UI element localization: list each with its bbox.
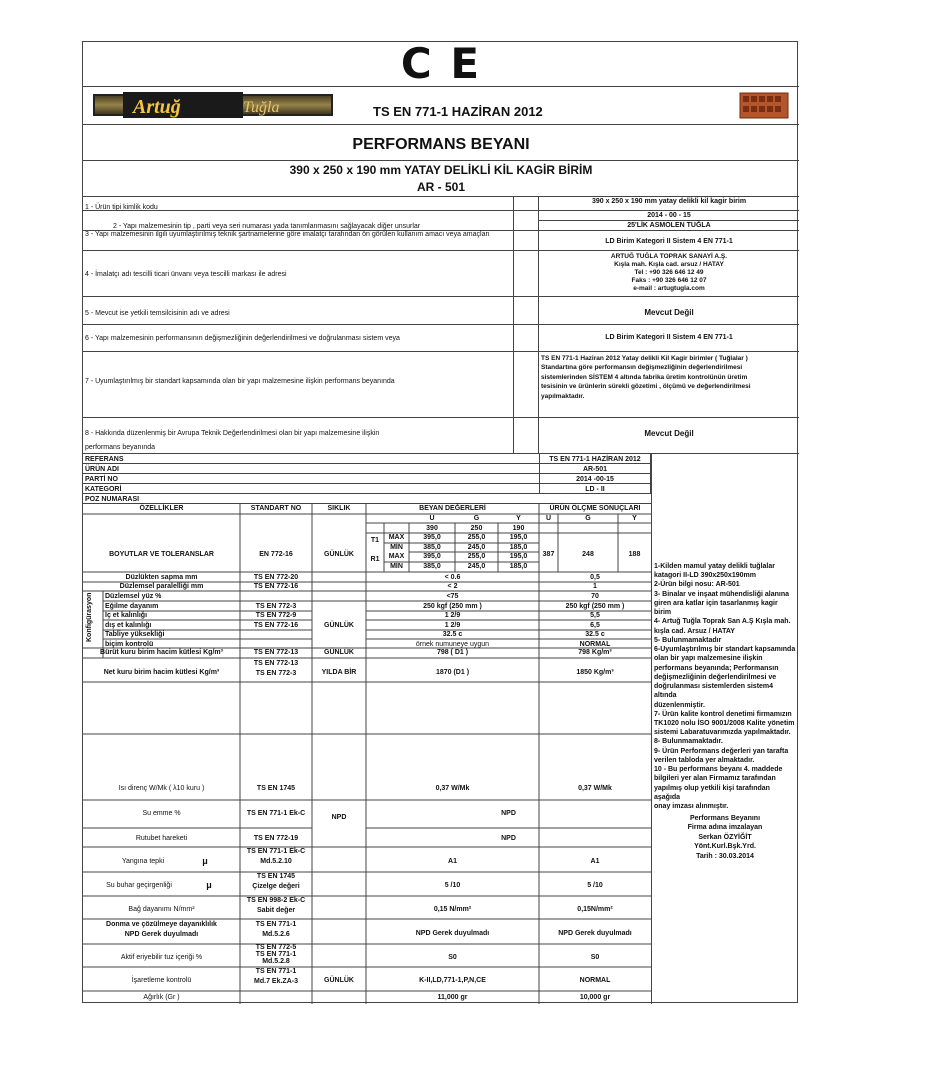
bicim-label: biçim kontrolü bbox=[105, 641, 154, 648]
dims-std: EN 772-16 bbox=[259, 551, 293, 558]
burut-std: TS EN 772-13 bbox=[253, 649, 299, 656]
su-beyan: NPD bbox=[501, 810, 516, 817]
duz-sapma-beyan: < 0.6 bbox=[444, 574, 461, 581]
r1-min-u: 385,0 bbox=[423, 563, 441, 570]
col-ozellikler: ÖZELLİKLER bbox=[139, 505, 184, 512]
tuz-std2: TS EN 771-1 bbox=[255, 951, 297, 958]
tuz-beyan: S0 bbox=[448, 954, 457, 961]
ref-value: TS EN 771-1 HAZİRAN 2012 bbox=[549, 456, 641, 463]
address-line: Faks : +90 326 646 12 07 bbox=[631, 276, 707, 284]
note-line: verilen tabloda yer almaktadır. bbox=[654, 756, 755, 764]
buhar-std1: TS EN 1745 bbox=[256, 873, 296, 880]
row3-label: 3 - Yapı malzemesinin ilgili uyumlaştırılmış teknik şartnamelerine göre imalatçı tarafından ön görülen kullanım amacı veya amaçları bbox=[85, 231, 490, 238]
beyan-g-head: G bbox=[473, 515, 480, 522]
beyan-y-head: Y bbox=[516, 515, 521, 522]
donma-olcum: NPD Gerek duyulmadı bbox=[558, 930, 632, 937]
duz-yuz-beyan: <75 bbox=[446, 593, 459, 600]
duz-paralel-beyan: < 2 bbox=[447, 583, 458, 590]
tuz-olcum: S0 bbox=[590, 954, 600, 961]
yangin-olcum: A1 bbox=[590, 858, 600, 865]
bag-beyan: 0,15 N/mm² bbox=[433, 906, 472, 913]
row1-label: 1 - Ürün tipi kimlik kodu bbox=[85, 204, 158, 211]
t1-label: T1 bbox=[370, 537, 380, 544]
ic-et-beyan: 1 2/9 bbox=[444, 612, 461, 619]
isi-beyan: 0,37 W/Mk bbox=[435, 785, 470, 792]
bag-label: Bağ dayanımı N/mm² bbox=[128, 906, 195, 913]
signature-line: Firma adına imzalayan bbox=[687, 824, 763, 832]
note-line: bilgileri yer alan Firmamız tarafından bbox=[654, 775, 776, 783]
isi-label: Isı direnç W/Mk ( λ10 kuru ) bbox=[118, 785, 205, 792]
note-line: düzenlenmiştir. bbox=[654, 701, 705, 709]
note-line: 4- Artuğ Tuğla Toprak San A.Ş Kışla mah. bbox=[654, 618, 791, 626]
signature-line: Yönt.Kurl.Bşk.Yrd. bbox=[694, 843, 756, 851]
su-rutubet-freq: NPD bbox=[331, 814, 347, 821]
yangin-mu: μ bbox=[202, 856, 208, 866]
donma-std1: TS EN 771-1 bbox=[255, 921, 297, 928]
note-line: 2-Ürün bilgi nosu: AR-501 bbox=[654, 581, 740, 589]
egilme-label: Eğilme dayanım bbox=[105, 603, 159, 610]
row7-line: TS EN 771-1 Haziran 2012 Yatay delikli Kil Kagir birimler ( Tuğlalar ) bbox=[541, 355, 748, 362]
t1-max-u: 395,0 bbox=[423, 534, 441, 541]
note-line: 6-Uyumlaştırılmış bir standart kapsamında bbox=[654, 646, 796, 654]
row2-label: 2 - Yapı malzemesinin tip , parti veya seri numarası yada tanımlanmasını sağlayacak diğer unsurlar bbox=[113, 223, 421, 230]
isaret-olcum: NORMAL bbox=[579, 977, 611, 984]
nominal-g: 250 bbox=[470, 525, 483, 532]
yangin-beyan: A1 bbox=[448, 858, 457, 865]
note-line: 5- Bulunmamaktadır bbox=[654, 636, 722, 644]
note-line: yapılmış olup yetkili kişi tarafından aşağıda bbox=[654, 784, 770, 801]
note-line: 10 - Bu performans beyanı 4. maddede bbox=[654, 766, 783, 774]
row7-line: Standartına göre performansın değişmezliğinin değerlendirilmesi bbox=[541, 364, 743, 372]
olcum-y-head: Y bbox=[632, 515, 637, 522]
note-line: TK1020 nolu İSO 9001/2008 Kalite yönetim bbox=[654, 719, 795, 727]
address-line: Kışla mah. Kışla cad. arsuz / HATAY bbox=[614, 260, 724, 268]
net-label: Net kuru birim hacim kütlesi Kg/m³ bbox=[103, 669, 220, 676]
t1-min-y: 185,0 bbox=[509, 544, 528, 551]
dis-et-olcum: 6,5 bbox=[590, 622, 600, 629]
tabliye-beyan: 32.5 c bbox=[442, 631, 463, 638]
col-beyan: BEYAN DEĞERLERİ bbox=[419, 505, 486, 512]
row8-label-2: performans beyanında bbox=[85, 444, 156, 451]
r1-label: R1 bbox=[370, 556, 380, 563]
t1-max-g: 255,0 bbox=[467, 534, 486, 541]
address-line: e-mail : artugtugla.com bbox=[633, 284, 705, 292]
product-title: 390 x 250 x 190 mm YATAY DELİKLİ KİL KAGİR BİRİM bbox=[289, 163, 593, 177]
meas-y: 188 bbox=[628, 551, 641, 558]
note-line: değişmezliğinin değerlendirilmesi ve bbox=[654, 673, 777, 681]
olcum-g-head: G bbox=[585, 515, 591, 522]
isi-olcum: 0,37 W/Mk bbox=[578, 785, 612, 792]
tabliye-label: Tabliye yüksekliği bbox=[105, 631, 165, 638]
note-line: sistemi Labaratuvarımızda yapılmaktadır. bbox=[654, 729, 791, 737]
row1-value: 390 x 250 x 190 mm yatay delikli kil kagir birim bbox=[591, 198, 747, 205]
donma-beyan: NPD Gerek duyulmadı bbox=[415, 930, 490, 937]
note-line: 8- Bulunmamaktadır. bbox=[654, 738, 723, 746]
r1-max-label: MAX bbox=[388, 553, 405, 560]
beyan-u-head: U bbox=[429, 515, 435, 522]
burut-label: Bürüt kuru birim hacim kütlesi Kg/m³ bbox=[100, 649, 223, 656]
donma-std2: Md.5.2.6 bbox=[262, 931, 290, 938]
row7-line: tesisinin ve ürünlerin sürekli gözetimi , ölçümü ve değerlendirilmesi bbox=[541, 383, 751, 391]
isaret-label: İşaretleme kontrolü bbox=[131, 977, 192, 984]
net-freq: YILDA BİR bbox=[321, 669, 357, 676]
bag-std1: TS EN 998-2 Ek-C bbox=[246, 897, 306, 904]
ref-label: REFERANS bbox=[85, 456, 124, 463]
duz-sapma-std: TS EN 772-20 bbox=[253, 574, 299, 581]
doc-title: PERFORMANS BEYANI bbox=[352, 136, 530, 153]
row8-label-1: 8 - Hakkında düzenlenmiş bir Avrupa Teknik Değerlendirilmesi olan bir yapı malzemesine ilişkin bbox=[85, 430, 380, 437]
net-beyan: 1870 (D1 ) bbox=[435, 669, 470, 676]
net-std1: TS EN 772-13 bbox=[253, 660, 299, 667]
nominal-y: 190 bbox=[512, 525, 525, 532]
net-std2: TS EN 772-3 bbox=[255, 670, 297, 677]
ic-et-olcum: 5,5 bbox=[590, 612, 600, 619]
row3-value: LD Birim Kategori II Sistem 4 EN 771-1 bbox=[605, 238, 733, 245]
tabliye-olcum: 32.5 c bbox=[585, 631, 605, 638]
row2-value1: 2014 - 00 - 15 bbox=[647, 212, 691, 219]
svg-text:Artuğ: Artuğ bbox=[133, 96, 181, 118]
isaret-std1: TS EN 771-1 bbox=[255, 968, 297, 975]
col-standart: STANDART NO bbox=[250, 505, 302, 512]
note-line: doğrulanması sistemlerden sistem4 altında bbox=[654, 683, 774, 700]
yangin-std1: TS EN 771-1 Ek-C bbox=[246, 848, 306, 855]
duz-paralel-std: TS EN 772-16 bbox=[253, 583, 299, 590]
r1-max-u: 395,0 bbox=[423, 553, 441, 560]
row6-label: 6 - Yapı malzemesinin performansının değişmezliğinin değerlendirilmesi ve doğrulanması sistem veya bbox=[85, 335, 400, 342]
poz-label: POZ NUMARASI bbox=[85, 496, 140, 503]
ce-mark: C E bbox=[400, 39, 482, 88]
buhar-mu: μ bbox=[206, 880, 212, 890]
col-siklik: SIKLIK bbox=[327, 505, 351, 512]
yangin-std2: Md.5.2.10 bbox=[260, 858, 292, 865]
isaret-beyan: K-II,LD,771-1,P,N,CE bbox=[419, 977, 486, 984]
nominal-u: 390 bbox=[426, 525, 438, 532]
agirlik-olcum: 10,000 gr bbox=[579, 994, 611, 1001]
urun-adi-value: AR-501 bbox=[582, 466, 608, 473]
standard-title: TS EN 771-1 HAZİRAN 2012 bbox=[373, 104, 543, 119]
note-line: 1-Kilden mamul yatay delikli tuğlalar bbox=[654, 563, 775, 570]
buhar-olcum: 5 /10 bbox=[587, 882, 603, 889]
meas-g: 248 bbox=[582, 551, 594, 558]
t1-min-g: 245,0 bbox=[467, 544, 486, 551]
parti-no-label: PARTİ NO bbox=[85, 476, 118, 483]
row7-line: sistemlerinden SİSTEM 4 altında fabrika üretim kontrolünün üretim bbox=[541, 373, 748, 381]
tuz-label: Aktif eriyebilir tuz içeriği % bbox=[120, 954, 203, 961]
burut-beyan: 798 ( D1 ) bbox=[436, 649, 469, 656]
row2-value2: 25'LİK ASMOLEN TUĞLA bbox=[627, 222, 711, 229]
net-olcum: 1850 Kg/m³ bbox=[576, 669, 614, 676]
rutubet-label: Rutubet hareketi bbox=[135, 835, 188, 842]
product-code: AR - 501 bbox=[416, 180, 466, 194]
agirlik-label: Ağırlık (Gr ) bbox=[143, 994, 180, 1001]
agirlik-beyan: 11,000 gr bbox=[437, 994, 468, 1001]
declaration-sheet bbox=[82, 41, 798, 1003]
dims-label: BOYUTLAR VE TOLERANSLAR bbox=[109, 551, 214, 558]
isi-std: TS EN 1745 bbox=[256, 785, 296, 792]
svg-text:Tuğla: Tuğla bbox=[243, 99, 280, 116]
rutubet-std: TS EN 772-19 bbox=[253, 835, 299, 842]
egilme-std: TS EN 772-3 bbox=[255, 603, 297, 610]
ic-et-std: TS EN 772-9 bbox=[255, 612, 297, 619]
duz-yuz-label: Düzlemsel yüz % bbox=[105, 593, 162, 600]
rutubet-beyan: NPD bbox=[501, 835, 516, 842]
col-olcum: ÜRÜN ÖLÇME SONUÇLARI bbox=[549, 505, 641, 512]
note-line: performans beyanında; Performansın bbox=[654, 664, 779, 672]
bicim-beyan: örnek numuneye uygun bbox=[415, 641, 490, 648]
dis-et-label: dış et kalınlığı bbox=[105, 622, 152, 629]
row8-value: Mevcut Değil bbox=[644, 429, 694, 438]
row7-line: yapılmaktadır. bbox=[541, 392, 585, 400]
tuz-std3: Md.5.2.8 bbox=[262, 958, 290, 965]
note-line: giren ara katlar için tasarlanmış kagir birim bbox=[654, 599, 778, 617]
buhar-label: Su buhar geçirgenliği bbox=[106, 882, 172, 889]
r1-min-label: MİN bbox=[390, 563, 403, 570]
signature-line: Tarih : 30.03.2014 bbox=[696, 852, 754, 860]
burut-olcum: 798 Kg/m³ bbox=[578, 649, 612, 656]
row5-label: 5 - Mevcut ise yetkili temsilcisinin adı ve adresi bbox=[85, 310, 230, 317]
kategori-value: LD - II bbox=[585, 486, 605, 493]
isaret-freq: GÜNLÜK bbox=[324, 977, 354, 984]
olcum-u-head: U bbox=[545, 515, 552, 522]
konfig-freq: GÜNLÜK bbox=[324, 622, 354, 629]
row5-value: Mevcut Değil bbox=[644, 308, 694, 317]
note-line: kışla cad. Arsuz / HATAY bbox=[654, 627, 735, 635]
t1-max-y: 195,0 bbox=[509, 534, 528, 541]
su-label: Su emme % bbox=[142, 810, 181, 817]
bag-olcum: 0,15N/mm² bbox=[577, 906, 613, 913]
note-line: olan bir yapı malzemesine ilişkin bbox=[654, 655, 763, 663]
t1-min-label: MİN bbox=[390, 544, 403, 551]
donma-label-2: NPD Gerek duyulmadı bbox=[124, 931, 199, 938]
t1-max-label: MAX bbox=[388, 534, 405, 541]
duz-sapma-label: Düzlükten sapma mm bbox=[125, 574, 198, 581]
note-line: katagori II-LD 390x250x190mm bbox=[654, 572, 756, 580]
address-line: ARTUĞ TUĞLA TOPRAK SANAYİ A.Ş. bbox=[610, 253, 728, 260]
kategori-label: KATEGORİ bbox=[85, 486, 122, 493]
parti-no-value: 2014 -00-15 bbox=[576, 476, 614, 483]
row4-label: 4 - İmalatçı adı tescilli ticari ünvanı veya tescilli markası ile adresi bbox=[85, 271, 287, 278]
address-line: Tel : +90 326 646 12 49 bbox=[634, 268, 704, 276]
signature-line: Performans Beyanını bbox=[689, 815, 761, 822]
egilme-olcum: 250 kgf (250 mm ) bbox=[565, 603, 625, 610]
urun-adi-label: ÜRÜN ADI bbox=[85, 466, 119, 473]
row6-value: LD Birim Kategori II Sistem 4 EN 771-1 bbox=[605, 334, 733, 341]
note-line: 9- Ürün Performans değerleri yan tarafta bbox=[654, 747, 789, 755]
duz-paralel-label: Düzlemsel paralelliği mm bbox=[119, 583, 204, 590]
t1-min-u: 385,0 bbox=[423, 544, 441, 551]
notes-block bbox=[654, 562, 796, 811]
duz-yuz-olcum: 70 bbox=[591, 593, 599, 600]
tuz-std1: TS EN 772-5 bbox=[255, 944, 297, 951]
yangin-label: Yangına tepki bbox=[121, 858, 165, 865]
note-line: 7- Ürün kalite kontrol denetimi firmamızın bbox=[654, 710, 792, 718]
duz-paralel-olcum: 1 bbox=[593, 583, 597, 590]
dims-freq: GÜNLÜK bbox=[324, 551, 354, 558]
buhar-beyan: 5 /10 bbox=[444, 882, 461, 889]
note-line: 3- Binalar ve inşaat mühendisliği alanına bbox=[654, 590, 789, 598]
r1-max-g: 255,0 bbox=[467, 553, 486, 560]
note-line: onay imzası alınmıştır. bbox=[654, 803, 729, 811]
bag-std2: Sabit değer bbox=[256, 907, 296, 914]
row7-label: 7 - Uyumlaştırılmış bir standart kapsamında olan bir yapı malzemesine ilişkin performans beyanında bbox=[85, 378, 395, 385]
buhar-std2: Çizelge değeri bbox=[252, 883, 300, 890]
ic-et-label: İç et kalınlığı bbox=[105, 612, 148, 619]
r1-max-y: 195,0 bbox=[509, 553, 528, 560]
isaret-std2: Md.7 Ek.ZA-3 bbox=[254, 978, 298, 985]
konfig-vertical-label: Konfigürasyon bbox=[86, 592, 93, 642]
r1-min-g: 245,0 bbox=[467, 563, 486, 570]
duz-sapma-olcum: 0,5 bbox=[590, 574, 600, 581]
dis-et-std: TS EN 772-16 bbox=[253, 622, 299, 629]
signature-block bbox=[654, 814, 796, 861]
meas-u: 387 bbox=[542, 551, 555, 558]
bicim-olcum: NORMAL bbox=[579, 641, 611, 648]
burut-freq: GÜNLÜK bbox=[324, 649, 354, 656]
r1-min-y: 185,0 bbox=[509, 563, 528, 570]
dis-et-beyan: 1 2/9 bbox=[444, 622, 461, 629]
donma-label-1: Donma ve çözülmeye dayanıklılık bbox=[106, 921, 217, 928]
signature-line: Serkan ÖZYİĞİT bbox=[698, 833, 752, 841]
egilme-beyan: 250 kgf (250 mm ) bbox=[423, 603, 482, 610]
su-std: TS EN 771-1 Ek-C bbox=[246, 810, 306, 817]
